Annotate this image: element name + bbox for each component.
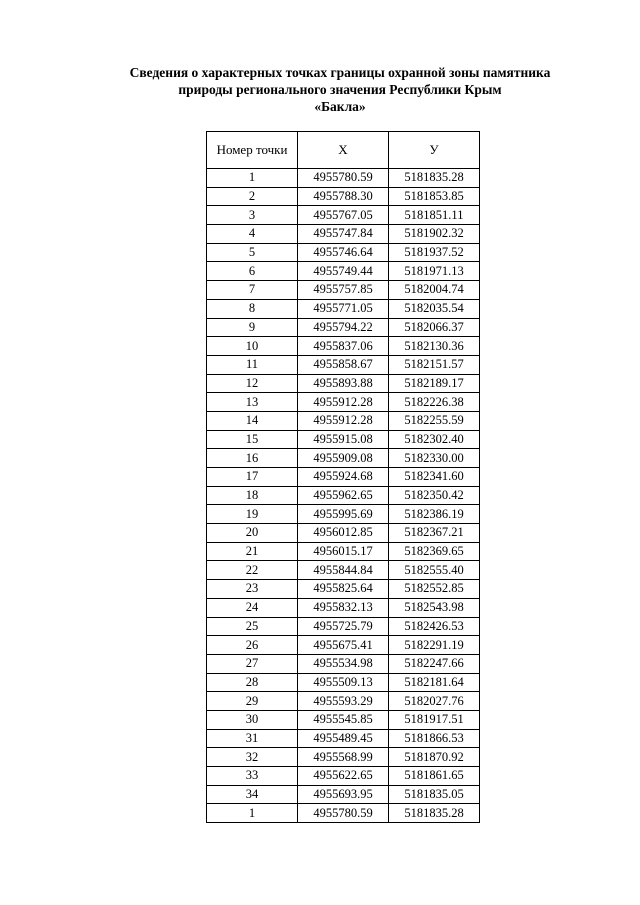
cell-x: 4955534.98 [298,654,389,673]
table-row [207,524,480,543]
header-x: X [298,132,389,169]
cell-point-number: 7 [207,281,298,300]
cell-y: 5182291.19 [389,636,480,655]
cell-x: 4955725.79 [298,617,389,636]
cell-point-number: 21 [207,542,298,561]
table-row [207,262,480,281]
cell-x: 4955962.65 [298,486,389,505]
table-row [207,206,480,225]
cell-x: 4955858.67 [298,355,389,374]
cell-x: 4955767.05 [298,206,389,225]
cell-y: 5182555.40 [389,561,480,580]
table-row [207,748,480,767]
cell-y: 5182247.66 [389,654,480,673]
cell-x: 4955593.29 [298,692,389,711]
cell-y: 5182302.40 [389,430,480,449]
cell-y: 5182151.57 [389,355,480,374]
cell-point-number: 9 [207,318,298,337]
cell-x: 4955489.45 [298,729,389,748]
cell-point-number: 22 [207,561,298,580]
table-row [207,374,480,393]
cell-y: 5181835.28 [389,169,480,188]
cell-point-number: 10 [207,337,298,356]
table-row [207,430,480,449]
cell-x: 4955675.41 [298,636,389,655]
cell-y: 5182130.36 [389,337,480,356]
cell-x: 4955757.85 [298,281,389,300]
cell-point-number: 5 [207,243,298,262]
cell-y: 5181835.28 [389,804,480,823]
table-row [207,411,480,430]
table-row [207,337,480,356]
cell-point-number: 33 [207,767,298,786]
header-y: У [389,132,480,169]
table-row [207,673,480,692]
cell-point-number: 18 [207,486,298,505]
cell-y: 5181902.32 [389,225,480,244]
cell-point-number: 23 [207,580,298,599]
table-header-row [207,132,480,169]
header-point-number: Номер точки [207,132,298,169]
table-row [207,804,480,823]
cell-y: 5182330.00 [389,449,480,468]
cell-x: 4955545.85 [298,710,389,729]
cell-y: 5182181.64 [389,673,480,692]
table-row [207,692,480,711]
table-row [207,561,480,580]
cell-y: 5181861.65 [389,767,480,786]
cell-x: 4955995.69 [298,505,389,524]
cell-y: 5181866.53 [389,729,480,748]
cell-point-number: 4 [207,225,298,244]
table-row [207,225,480,244]
cell-point-number: 15 [207,430,298,449]
table-row [207,243,480,262]
cell-y: 5181835.05 [389,785,480,804]
cell-x: 4955622.65 [298,767,389,786]
table-row [207,299,480,318]
cell-point-number: 26 [207,636,298,655]
cell-y: 5182004.74 [389,281,480,300]
cell-x: 4955746.64 [298,243,389,262]
cell-x: 4955749.44 [298,262,389,281]
cell-y: 5182255.59 [389,411,480,430]
cell-y: 5182367.21 [389,524,480,543]
title-line: природы регионального значения Республики Крым [178,82,502,97]
cell-point-number: 20 [207,524,298,543]
cell-y: 5182226.38 [389,393,480,412]
table-body [207,169,480,823]
cell-point-number: 31 [207,729,298,748]
cell-point-number: 29 [207,692,298,711]
cell-x: 4955832.13 [298,598,389,617]
table-row [207,729,480,748]
cell-x: 4955771.05 [298,299,389,318]
table-row [207,636,480,655]
cell-point-number: 8 [207,299,298,318]
cell-y: 5182035.54 [389,299,480,318]
table-row [207,187,480,206]
cell-y: 5182426.53 [389,617,480,636]
cell-point-number: 17 [207,468,298,487]
cell-point-number: 32 [207,748,298,767]
table-row [207,468,480,487]
cell-point-number: 19 [207,505,298,524]
table-row [207,580,480,599]
cell-x: 4955837.06 [298,337,389,356]
cell-x: 4955924.68 [298,468,389,487]
cell-x: 4955509.13 [298,673,389,692]
cell-y: 5182341.60 [389,468,480,487]
cell-y: 5182066.37 [389,318,480,337]
table-row [207,785,480,804]
cell-y: 5182189.17 [389,374,480,393]
cell-x: 4955794.22 [298,318,389,337]
table-row [207,505,480,524]
cell-x: 4955909.08 [298,449,389,468]
cell-y: 5181971.13 [389,262,480,281]
table-row [207,169,480,188]
table-row [207,542,480,561]
cell-y: 5182552.85 [389,580,480,599]
cell-y: 5182543.98 [389,598,480,617]
cell-x: 4955912.28 [298,411,389,430]
cell-y: 5182369.65 [389,542,480,561]
table-row [207,281,480,300]
cell-point-number: 24 [207,598,298,617]
cell-y: 5181937.52 [389,243,480,262]
cell-y: 5181870.92 [389,748,480,767]
cell-x: 4956012.85 [298,524,389,543]
coordinates-table [206,131,480,823]
table-row [207,654,480,673]
table-row [207,598,480,617]
cell-y: 5181853.85 [389,187,480,206]
document-title [40,64,640,115]
table-row [207,710,480,729]
cell-point-number: 6 [207,262,298,281]
cell-y: 5182350.42 [389,486,480,505]
cell-point-number: 30 [207,710,298,729]
cell-y: 5181851.11 [389,206,480,225]
table-row [207,318,480,337]
cell-point-number: 34 [207,785,298,804]
cell-x: 4955844.84 [298,561,389,580]
table-row [207,617,480,636]
cell-x: 4955780.59 [298,804,389,823]
cell-point-number: 25 [207,617,298,636]
cell-x: 4955788.30 [298,187,389,206]
cell-point-number: 28 [207,673,298,692]
table-row [207,767,480,786]
cell-x: 4956015.17 [298,542,389,561]
cell-point-number: 27 [207,654,298,673]
table-row [207,393,480,412]
cell-x: 4955747.84 [298,225,389,244]
cell-point-number: 13 [207,393,298,412]
cell-x: 4955568.99 [298,748,389,767]
cell-x: 4955915.08 [298,430,389,449]
cell-point-number: 14 [207,411,298,430]
cell-x: 4955693.95 [298,785,389,804]
cell-point-number: 2 [207,187,298,206]
cell-point-number: 11 [207,355,298,374]
cell-x: 4955825.64 [298,580,389,599]
table-row [207,355,480,374]
table-row [207,486,480,505]
cell-y: 5181917.51 [389,710,480,729]
cell-x: 4955893.88 [298,374,389,393]
cell-y: 5182027.76 [389,692,480,711]
table-row [207,449,480,468]
cell-point-number: 1 [207,804,298,823]
cell-point-number: 12 [207,374,298,393]
cell-point-number: 3 [207,206,298,225]
cell-x: 4955912.28 [298,393,389,412]
cell-x: 4955780.59 [298,169,389,188]
title-line: «Бакла» [314,99,366,114]
cell-point-number: 16 [207,449,298,468]
title-line: Сведения о характерных точках границы охранной зоны памятника [129,65,551,80]
cell-point-number: 1 [207,169,298,188]
cell-y: 5182386.19 [389,505,480,524]
